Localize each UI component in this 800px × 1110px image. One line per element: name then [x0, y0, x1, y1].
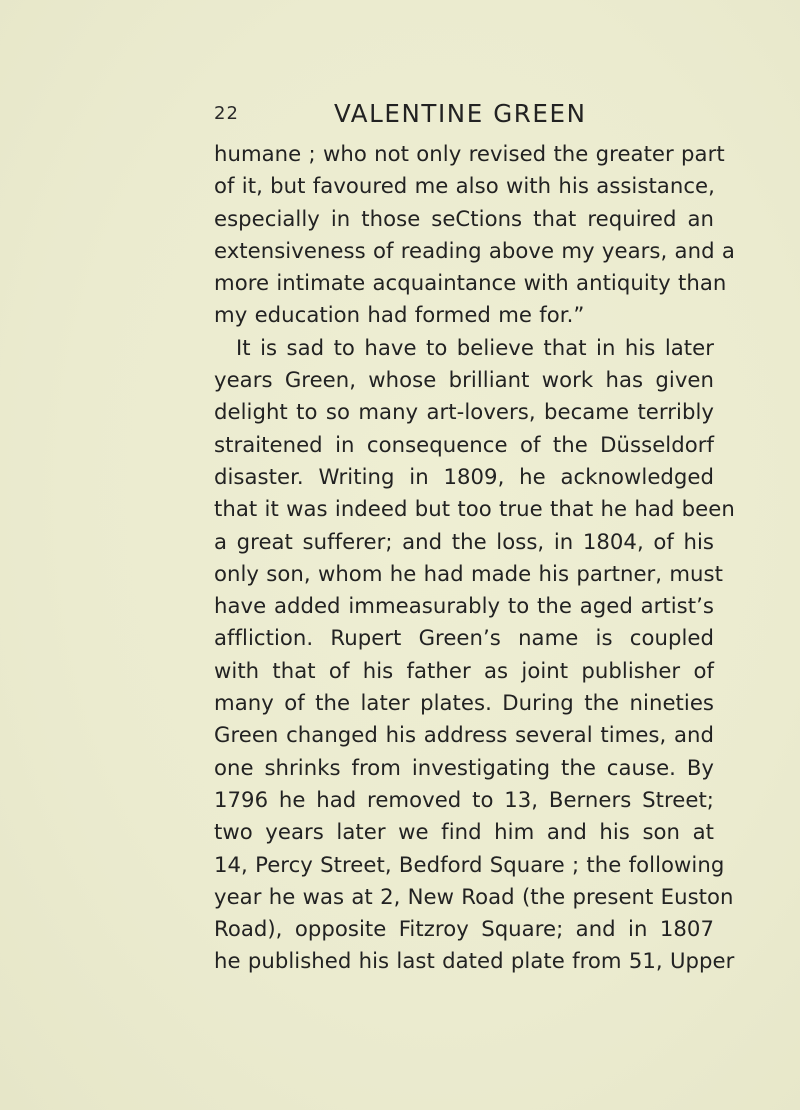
- page-number: 22: [214, 103, 239, 124]
- text-line: delight to so many art-lovers, became terribly: [214, 399, 714, 425]
- text-line: straitened in consequence of the Düsseldorf: [214, 431, 714, 457]
- running-head: [214, 99, 714, 133]
- text-line: two years later we find him and his son at: [214, 819, 714, 845]
- body-text: [214, 138, 735, 978]
- text-line: more intimate acquaintance with antiquity than: [214, 270, 727, 296]
- text-line: years Green, whose brilliant work has given: [214, 367, 714, 393]
- text-line: have added immeasurably to the aged artist’s: [214, 593, 714, 619]
- text-line: extensiveness of reading above my years, and a: [214, 237, 735, 263]
- text-line: disaster. Writing in 1809, he acknowledged: [214, 463, 714, 489]
- text-line: many of the later plates. During the nineties: [214, 690, 714, 716]
- text-line: 14, Percy Street, Bedford Square ; the following: [214, 851, 725, 877]
- text-line: one shrinks from investigating the cause. By: [214, 754, 714, 780]
- text-line: year he was at 2, New Road (the present Euston: [214, 883, 734, 909]
- text-line: that it was indeed but too true that he had been: [214, 496, 735, 522]
- running-title: VALENTINE GREEN: [334, 99, 587, 128]
- text-line: with that of his father as joint publisher of: [214, 657, 714, 683]
- text-line: 1796 he had removed to 13, Berners Street;: [214, 786, 714, 812]
- text-line: Green changed his address several times, and: [214, 722, 714, 748]
- text-line: Road), opposite Fitzroy Square; and in 1807: [214, 916, 714, 942]
- paragraph-start-line: It is sad to have to believe that in his later: [236, 334, 714, 360]
- text-line: especially in those seCtions that required an: [214, 205, 714, 231]
- text-line: only son, whom he had made his partner, must: [214, 560, 723, 586]
- paragraph-end-line: my education had formed me for.”: [214, 302, 585, 328]
- text-line: a great sufferer; and the loss, in 1804, of his: [214, 528, 714, 554]
- text-line: he published his last dated plate from 51, Upper: [214, 948, 735, 974]
- text-line: humane ; who not only revised the greater part: [214, 141, 725, 166]
- text-line: affliction. Rupert Green’s name is coupled: [214, 625, 714, 651]
- text-line: of it, but favoured me also with his assistance,: [214, 173, 715, 199]
